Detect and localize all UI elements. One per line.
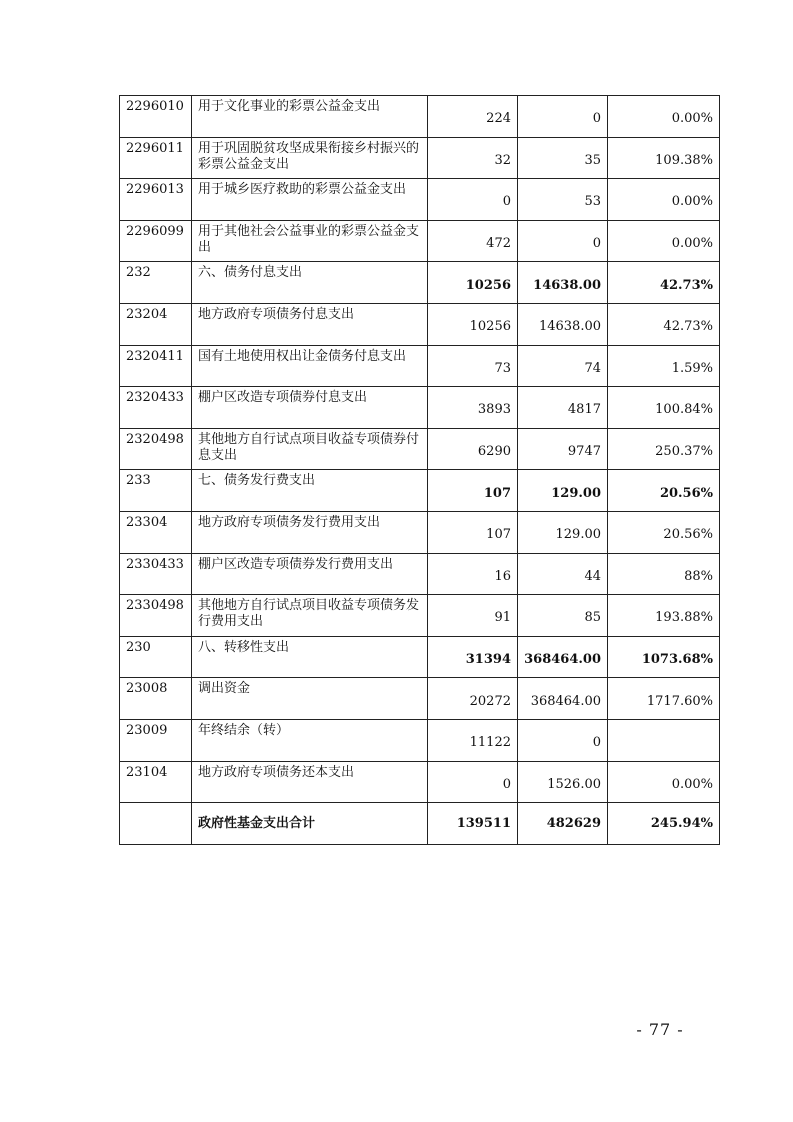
row-percent: 0.00% [608, 96, 720, 138]
row-name: 用于其他社会公益事业的彩票公益金支出 [192, 220, 428, 262]
total-value-2: 482629 [518, 803, 608, 845]
row-name: 年终结余（转） [192, 719, 428, 761]
row-name: 用于巩固脱贫攻坚成果衔接乡村振兴的彩票公益金支出 [192, 137, 428, 179]
table-row [120, 387, 720, 429]
table-row [120, 96, 720, 138]
table-row [120, 553, 720, 595]
row-code: 23304 [120, 511, 192, 553]
row-percent [608, 719, 720, 761]
row-value-1: 20272 [428, 678, 518, 720]
row-percent: 100.84% [608, 387, 720, 429]
row-percent: 42.73% [608, 262, 720, 304]
row-value-1: 16 [428, 553, 518, 595]
row-code: 2330433 [120, 553, 192, 595]
row-value-1: 32 [428, 137, 518, 179]
row-name: 国有土地使用权出让金债务付息支出 [192, 345, 428, 387]
row-value-1: 6290 [428, 428, 518, 470]
table-row [120, 761, 720, 803]
row-percent: 1073.68% [608, 636, 720, 678]
row-code: 2320411 [120, 345, 192, 387]
row-code: 2320433 [120, 387, 192, 429]
row-value-2: 129.00 [518, 511, 608, 553]
row-percent: 20.56% [608, 470, 720, 512]
row-value-2: 35 [518, 137, 608, 179]
row-value-1: 10256 [428, 303, 518, 345]
table-row [120, 220, 720, 262]
row-value-1: 0 [428, 179, 518, 221]
table-row [120, 678, 720, 720]
row-value-2: 0 [518, 719, 608, 761]
total-row [120, 803, 720, 845]
row-value-2: 4817 [518, 387, 608, 429]
row-code: 230 [120, 636, 192, 678]
row-name: 其他地方自行试点项目收益专项债券付息支出 [192, 428, 428, 470]
row-percent: 0.00% [608, 761, 720, 803]
row-value-1: 107 [428, 511, 518, 553]
row-value-2: 1526.00 [518, 761, 608, 803]
row-percent: 88% [608, 553, 720, 595]
row-name: 棚户区改造专项债券发行费用支出 [192, 553, 428, 595]
row-value-2: 0 [518, 96, 608, 138]
row-code: 23009 [120, 719, 192, 761]
row-percent: 250.37% [608, 428, 720, 470]
total-label: 政府性基金支出合计 [192, 803, 428, 845]
row-value-2: 129.00 [518, 470, 608, 512]
table-row [120, 428, 720, 470]
row-percent: 1717.60% [608, 678, 720, 720]
row-value-1: 73 [428, 345, 518, 387]
row-percent: 42.73% [608, 303, 720, 345]
table-row [120, 179, 720, 221]
row-value-1: 3893 [428, 387, 518, 429]
row-code: 2296013 [120, 179, 192, 221]
row-code: 2296010 [120, 96, 192, 138]
table-row [120, 137, 720, 179]
row-code: 23104 [120, 761, 192, 803]
row-code: 23008 [120, 678, 192, 720]
table-row [120, 719, 720, 761]
row-name: 八、转移性支出 [192, 636, 428, 678]
row-name: 地方政府专项债务还本支出 [192, 761, 428, 803]
total-percent: 245.94% [608, 803, 720, 845]
row-code: 232 [120, 262, 192, 304]
table-row [120, 511, 720, 553]
row-name: 用于文化事业的彩票公益金支出 [192, 96, 428, 138]
row-value-1: 472 [428, 220, 518, 262]
row-value-1: 107 [428, 470, 518, 512]
row-value-2: 14638.00 [518, 303, 608, 345]
expenditure-table [119, 95, 720, 845]
row-code: 2320498 [120, 428, 192, 470]
row-value-2: 368464.00 [518, 678, 608, 720]
row-percent: 193.88% [608, 595, 720, 637]
row-value-1: 224 [428, 96, 518, 138]
total-value-1: 139511 [428, 803, 518, 845]
row-value-1: 91 [428, 595, 518, 637]
table-row [120, 262, 720, 304]
row-name: 用于城乡医疗救助的彩票公益金支出 [192, 179, 428, 221]
table-row [120, 345, 720, 387]
row-value-2: 9747 [518, 428, 608, 470]
row-percent: 0.00% [608, 220, 720, 262]
row-value-2: 0 [518, 220, 608, 262]
row-value-1: 10256 [428, 262, 518, 304]
row-percent: 109.38% [608, 137, 720, 179]
row-value-1: 11122 [428, 719, 518, 761]
row-value-2: 53 [518, 179, 608, 221]
table-row [120, 303, 720, 345]
row-name: 地方政府专项债务发行费用支出 [192, 511, 428, 553]
row-name: 地方政府专项债务付息支出 [192, 303, 428, 345]
row-percent: 0.00% [608, 179, 720, 221]
row-name: 其他地方自行试点项目收益专项债务发行费用支出 [192, 595, 428, 637]
row-name: 棚户区改造专项债券付息支出 [192, 387, 428, 429]
row-name: 六、债务付息支出 [192, 262, 428, 304]
row-code: 23204 [120, 303, 192, 345]
row-code: 2330498 [120, 595, 192, 637]
row-percent: 20.56% [608, 511, 720, 553]
table-row [120, 595, 720, 637]
row-name: 调出资金 [192, 678, 428, 720]
row-name: 七、债务发行费支出 [192, 470, 428, 512]
row-value-2: 14638.00 [518, 262, 608, 304]
row-value-1: 31394 [428, 636, 518, 678]
row-value-2: 368464.00 [518, 636, 608, 678]
row-code: 2296099 [120, 220, 192, 262]
row-percent: 1.59% [608, 345, 720, 387]
table-row [120, 470, 720, 512]
row-value-1: 0 [428, 761, 518, 803]
row-value-2: 44 [518, 553, 608, 595]
row-value-2: 74 [518, 345, 608, 387]
page-number: - 77 - [636, 1020, 684, 1039]
total-code [120, 803, 192, 845]
row-code: 233 [120, 470, 192, 512]
row-value-2: 85 [518, 595, 608, 637]
row-code: 2296011 [120, 137, 192, 179]
table-row [120, 636, 720, 678]
